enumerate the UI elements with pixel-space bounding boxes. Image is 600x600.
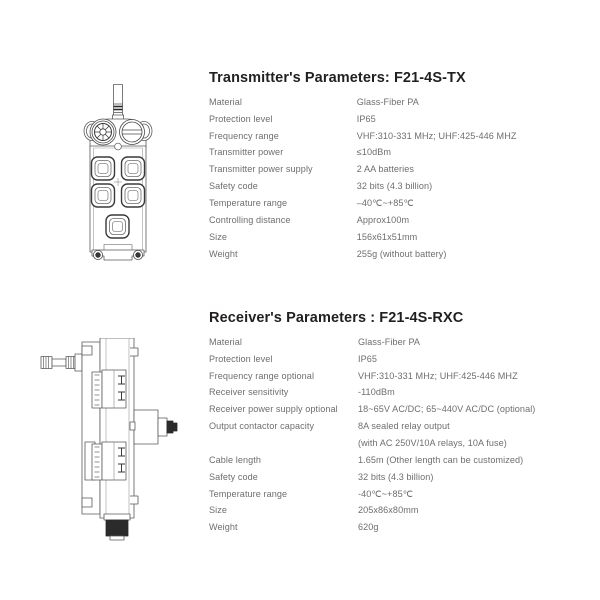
param-label: Transmitter power — [209, 147, 284, 158]
receiver-spec-block — [209, 311, 600, 540]
param-value: 255g (without battery) — [356, 248, 447, 259]
param-label: Output contactor capacity — [209, 421, 315, 432]
param-value: 205x86x80mm — [357, 505, 419, 516]
param-label: Protection level — [209, 113, 273, 124]
table-row — [209, 182, 600, 199]
table-row — [209, 506, 600, 523]
table-row — [209, 456, 600, 473]
param-label: Frequency range — [209, 130, 279, 141]
transmitter-line-drawing — [58, 84, 178, 284]
param-value: 32 bits (4.3 billion) — [356, 181, 433, 192]
table-row — [209, 250, 600, 267]
param-value: VHF:310-331 MHz; UHF:425-446 MHZ — [357, 370, 518, 381]
param-value: 2 AA batteries — [356, 164, 414, 175]
table-row — [209, 199, 600, 216]
param-label: Size — [209, 505, 228, 516]
param-label: Temperature range — [209, 198, 288, 208]
table-row — [209, 388, 600, 405]
param-label: Safety code — [209, 181, 258, 192]
param-label: Safety code — [209, 471, 258, 482]
table-row — [209, 372, 600, 389]
table-row — [209, 98, 600, 115]
table-row — [209, 355, 600, 372]
table-row — [209, 490, 600, 507]
transmitter-heading: Transmitter's Parameters: F21-4S-TX — [209, 70, 466, 86]
param-label: Material — [209, 336, 242, 347]
param-value: -40℃~+85℃ — [357, 488, 414, 499]
param-value: Glass-Fiber PA — [357, 336, 421, 347]
receiver-illustration — [30, 338, 195, 553]
transmitter-illustration — [58, 84, 178, 284]
table-row — [209, 405, 600, 422]
param-value: (with AC 250V/10A relays, 10A fuse) — [357, 438, 507, 448]
table-row — [209, 473, 600, 490]
table-row — [209, 523, 600, 540]
param-label — [209, 439, 358, 456]
param-value: IP65 — [356, 113, 376, 124]
table-row — [209, 233, 600, 250]
table-row — [209, 216, 600, 233]
table-row — [209, 148, 600, 165]
param-value: IP65 — [357, 353, 378, 364]
table-row — [209, 115, 600, 132]
receiver-spec-table — [209, 338, 600, 540]
transmitter-spec-table — [209, 98, 600, 266]
param-value: 18~65V AC/DC; 65~440V AC/DC (optional) — [357, 404, 536, 415]
param-value: 8A sealed relay output — [357, 421, 450, 432]
table-row — [209, 165, 600, 182]
param-label: Controlling distance — [209, 214, 291, 225]
param-label: Transmitter power supply — [209, 164, 313, 175]
table-row — [209, 338, 600, 355]
param-label: Receiver sensitivity — [209, 387, 289, 398]
param-value: Glass-Fiber PA — [356, 96, 419, 107]
param-label: Receiver power supply optional — [209, 404, 338, 415]
param-value: VHF:310-331 MHz; UHF:425-446 MHZ — [356, 130, 517, 141]
param-label: Temperature range — [209, 488, 288, 499]
param-value: 156x61x51mm — [356, 231, 418, 242]
param-value: 620g — [357, 522, 379, 533]
receiver-line-drawing — [30, 338, 195, 553]
param-label: Weight — [209, 522, 238, 533]
param-label: Protection level — [209, 353, 273, 364]
transmitter-spec-block — [209, 71, 600, 266]
param-label: Weight — [209, 248, 238, 259]
param-value: 32 bits (4.3 billion) — [357, 471, 434, 482]
table-row — [209, 132, 600, 149]
param-value: –40℃~+85℃ — [356, 198, 414, 208]
receiver-heading: Receiver's Parameters : F21-4S-RXC — [209, 310, 464, 326]
param-value: Approx100m — [356, 214, 410, 225]
param-label: Cable length — [209, 454, 262, 465]
param-value: -110dBm — [357, 387, 395, 398]
table-row — [209, 422, 600, 439]
table-row-continuation — [209, 439, 600, 456]
param-label: Material — [209, 96, 242, 107]
param-label: Frequency range optional — [209, 370, 315, 381]
param-label: Size — [209, 231, 228, 242]
param-value: 1.65m (Other length can be customized) — [357, 454, 524, 465]
param-value: ≤10dBm — [356, 147, 392, 158]
